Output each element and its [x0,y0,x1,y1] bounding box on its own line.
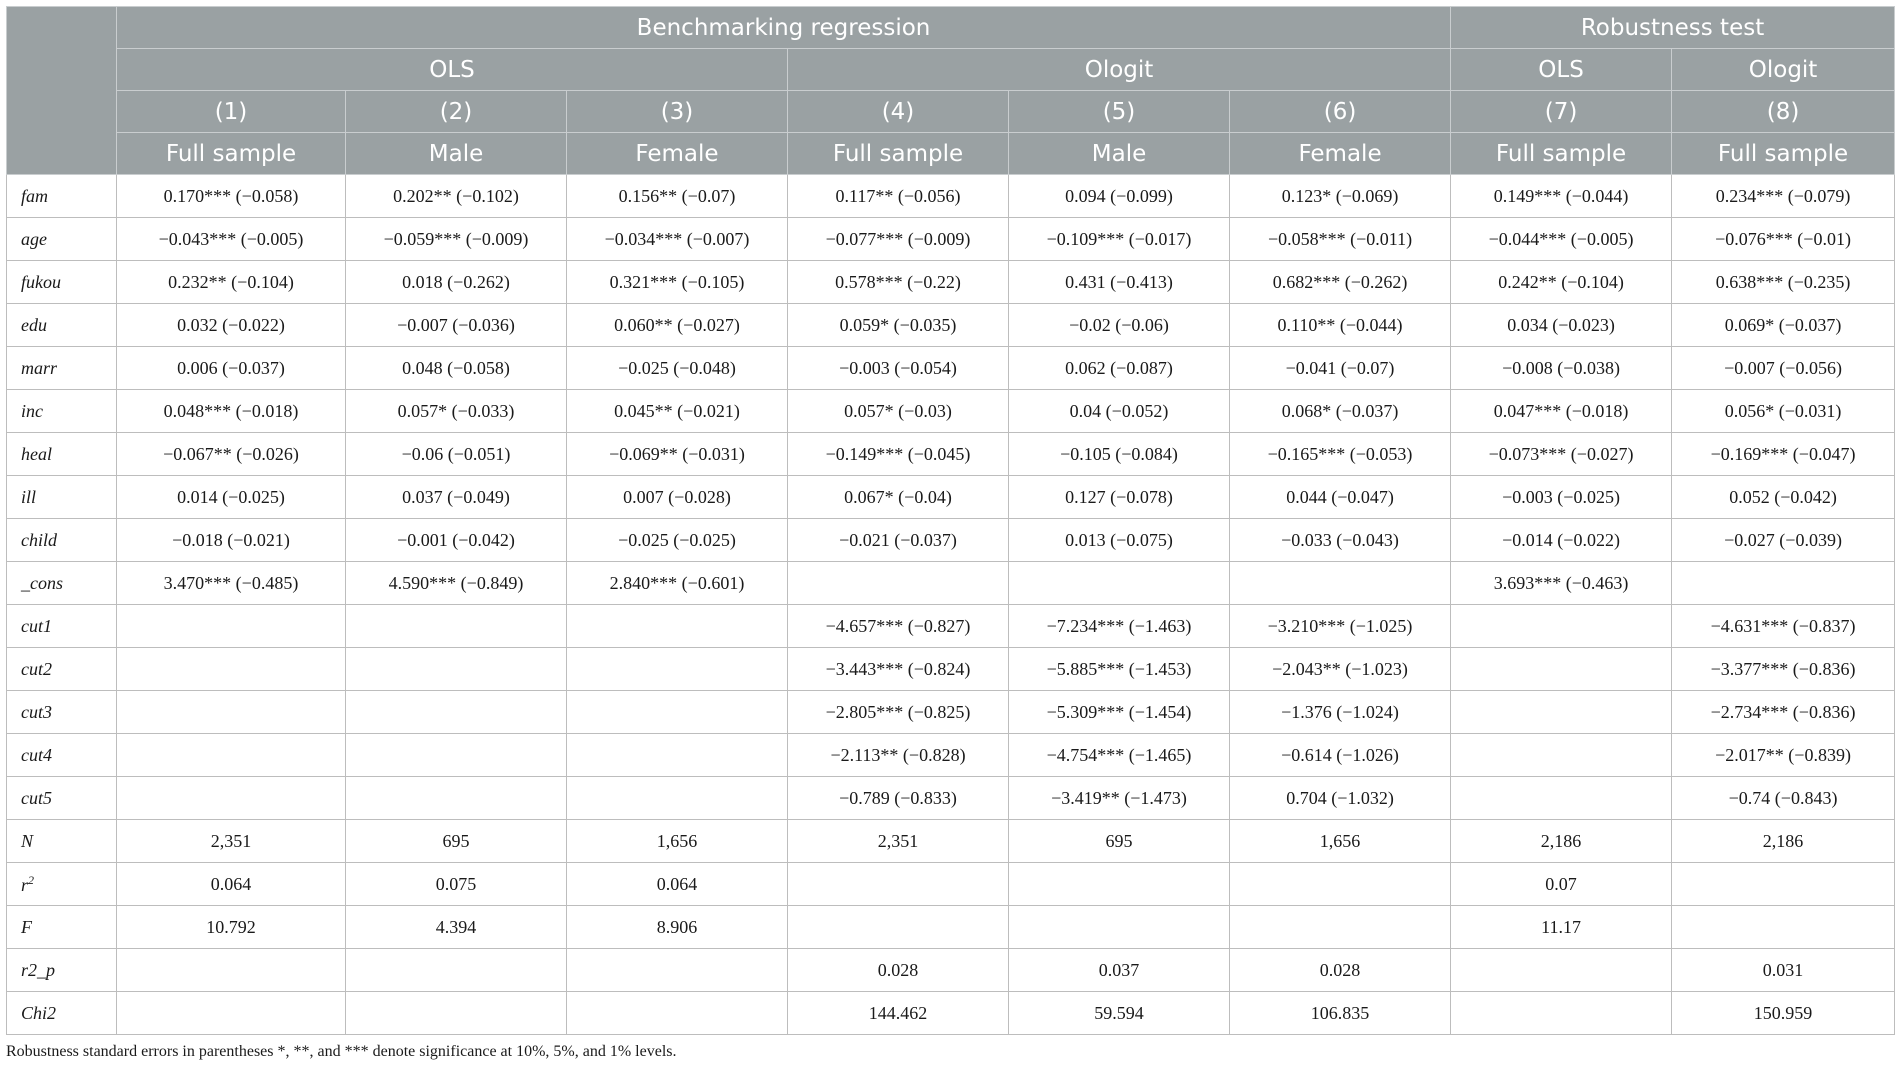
table-row [7,347,1895,390]
table-cell: −0.007 (−0.036) [346,304,567,347]
variable-name: Chi2 [21,1002,57,1023]
table-cell: 0.057* (−0.03) [788,390,1009,433]
table-cell: 2,186 [1672,820,1895,863]
table-cell: −4.631*** (−0.837) [1672,605,1895,648]
table-cell [1230,906,1451,949]
table-cell: −0.067** (−0.026) [117,433,346,476]
table-cell: 0.048*** (−0.018) [117,390,346,433]
header-col-number: (8) [1672,91,1895,133]
table-cell: 0.037 (−0.049) [346,476,567,519]
header-method-ologit: Ologit [788,49,1451,91]
row-variable-label [7,648,117,691]
table-cell [1672,906,1895,949]
variable-name: fukou [21,271,61,292]
row-variable-label [7,390,117,433]
table-cell: −0.021 (−0.037) [788,519,1009,562]
table-cell [346,734,567,777]
table-row [7,863,1895,906]
table-cell: 0.018 (−0.262) [346,261,567,304]
table-cell: 0.202** (−0.102) [346,175,567,218]
variable-name: age [21,228,47,249]
row-variable-label [7,949,117,992]
header-col-sample: Full sample [117,133,346,175]
table-cell: 1,656 [1230,820,1451,863]
row-variable-label [7,476,117,519]
table-row [7,390,1895,433]
table-cell [117,691,346,734]
table-row [7,433,1895,476]
table-cell: 4.590*** (−0.849) [346,562,567,605]
table-cell: −0.025 (−0.048) [567,347,788,390]
table-cell [117,648,346,691]
table-cell: 0.127 (−0.078) [1009,476,1230,519]
table-cell: 0.110** (−0.044) [1230,304,1451,347]
table-cell: −0.02 (−0.06) [1009,304,1230,347]
table-cell: 0.067* (−0.04) [788,476,1009,519]
row-variable-label [7,175,117,218]
row-variable-label [7,863,117,906]
table-cell: −2.805*** (−0.825) [788,691,1009,734]
table-row [7,691,1895,734]
table-row [7,820,1895,863]
table-header [7,7,1895,175]
table-cell: 695 [1009,820,1230,863]
table-cell: 150.959 [1672,992,1895,1035]
table-cell: 0.028 [1230,949,1451,992]
table-cell: 0.044 (−0.047) [1230,476,1451,519]
table-cell: 0.014 (−0.025) [117,476,346,519]
table-row [7,519,1895,562]
row-variable-label [7,433,117,476]
table-cell: 0.149*** (−0.044) [1451,175,1672,218]
table-cell: −0.058*** (−0.011) [1230,218,1451,261]
table-cell [567,992,788,1035]
table-cell [1672,562,1895,605]
table-row [7,218,1895,261]
table-cell: −0.008 (−0.038) [1451,347,1672,390]
table-cell: 2.840*** (−0.601) [567,562,788,605]
table-cell: −1.376 (−1.024) [1230,691,1451,734]
table-cell: 3.693*** (−0.463) [1451,562,1672,605]
header-method-ols: OLS [117,49,788,91]
header-row-samples [7,133,1895,175]
table-cell [1009,562,1230,605]
table-cell [1009,906,1230,949]
table-cell [567,734,788,777]
header-col-sample: Full sample [1672,133,1895,175]
table-cell: −0.169*** (−0.047) [1672,433,1895,476]
header-row-groups [7,7,1895,49]
variable-name: child [21,529,57,550]
row-variable-label [7,734,117,777]
variable-name: _cons [21,572,63,593]
table-cell: 0.028 [788,949,1009,992]
table-cell: 695 [346,820,567,863]
table-row [7,906,1895,949]
row-variable-label [7,519,117,562]
table-cell: 0.094 (−0.099) [1009,175,1230,218]
table-cell [117,734,346,777]
table-cell: −3.419** (−1.473) [1009,777,1230,820]
table-row [7,304,1895,347]
table-row [7,648,1895,691]
table-cell: 59.594 [1009,992,1230,1035]
table-cell: −2.017** (−0.839) [1672,734,1895,777]
table-cell [1451,648,1672,691]
table-cell [1451,949,1672,992]
header-col-number: (7) [1451,91,1672,133]
table-cell: 0.234*** (−0.079) [1672,175,1895,218]
table-cell [1451,605,1672,648]
table-cell [117,605,346,648]
table-cell: −7.234*** (−1.463) [1009,605,1230,648]
table-cell: −0.059*** (−0.009) [346,218,567,261]
table-cell: 0.069* (−0.037) [1672,304,1895,347]
row-variable-label [7,304,117,347]
row-variable-label [7,218,117,261]
table-cell: 2,351 [788,820,1009,863]
table-cell: 1,656 [567,820,788,863]
header-col-number: (4) [788,91,1009,133]
table-cell: 0.062 (−0.087) [1009,347,1230,390]
table-cell: 0.431 (−0.413) [1009,261,1230,304]
table-cell: 0.064 [117,863,346,906]
variable-name: cut5 [21,787,52,808]
table-cell: −0.74 (−0.843) [1672,777,1895,820]
header-col-number: (2) [346,91,567,133]
table-row [7,562,1895,605]
table-cell: −0.06 (−0.051) [346,433,567,476]
table-cell: −2.113** (−0.828) [788,734,1009,777]
table-cell: −3.443*** (−0.824) [788,648,1009,691]
table-cell [346,605,567,648]
table-cell [788,863,1009,906]
table-cell [1451,992,1672,1035]
table-cell: −0.069** (−0.031) [567,433,788,476]
table-cell [1009,863,1230,906]
table-cell: 4.394 [346,906,567,949]
table-cell: −0.044*** (−0.005) [1451,218,1672,261]
table-cell: 0.045** (−0.021) [567,390,788,433]
table-cell [1230,863,1451,906]
table-cell: −0.789 (−0.833) [788,777,1009,820]
header-row-methods [7,49,1895,91]
variable-name: r [21,874,29,895]
header-group-benchmark: Benchmarking regression [117,7,1451,49]
header-col-number: (1) [117,91,346,133]
header-col-sample: Female [1230,133,1451,175]
table-cell: 0.048 (−0.058) [346,347,567,390]
table-cell: −0.041 (−0.07) [1230,347,1451,390]
table-cell [117,992,346,1035]
table-cell: 0.047*** (−0.018) [1451,390,1672,433]
header-col-sample: Male [346,133,567,175]
table-cell: −0.077*** (−0.009) [788,218,1009,261]
table-cell [117,949,346,992]
row-variable-label [7,261,117,304]
table-cell: 0.064 [567,863,788,906]
header-corner [7,7,117,175]
table-cell: 0.682*** (−0.262) [1230,261,1451,304]
variable-name: cut3 [21,701,52,722]
table-cell [788,562,1009,605]
table-cell: 0.704 (−1.032) [1230,777,1451,820]
variable-name: cut2 [21,658,52,679]
table-cell [567,648,788,691]
row-variable-label [7,562,117,605]
variable-name: marr [21,357,58,378]
table-cell: −0.076*** (−0.01) [1672,218,1895,261]
row-variable-label [7,605,117,648]
table-row [7,992,1895,1035]
table-cell: 0.170*** (−0.058) [117,175,346,218]
row-variable-label [7,820,117,863]
header-col-number: (5) [1009,91,1230,133]
table-cell: 0.052 (−0.042) [1672,476,1895,519]
row-variable-label [7,691,117,734]
table-cell [346,691,567,734]
table-cell [117,777,346,820]
table-cell: −0.073*** (−0.027) [1451,433,1672,476]
table-cell: −0.003 (−0.025) [1451,476,1672,519]
variable-name: inc [21,400,43,421]
variable-name: cut1 [21,615,52,636]
table-cell: 2,351 [117,820,346,863]
table-cell: −5.885*** (−1.453) [1009,648,1230,691]
header-method-ols-robust: OLS [1451,49,1672,91]
table-cell [1451,734,1672,777]
table-cell: −3.210*** (−1.025) [1230,605,1451,648]
table-cell: 0.075 [346,863,567,906]
table-cell [567,777,788,820]
table-cell: 0.034 (−0.023) [1451,304,1672,347]
table-cell: −0.014 (−0.022) [1451,519,1672,562]
table-cell [567,691,788,734]
table-cell: 0.056* (−0.031) [1672,390,1895,433]
table-row [7,734,1895,777]
table-row [7,175,1895,218]
table-cell: 0.059* (−0.035) [788,304,1009,347]
table-cell: 0.638*** (−0.235) [1672,261,1895,304]
table-cell [567,605,788,648]
table-cell: 0.117** (−0.056) [788,175,1009,218]
table-cell [1451,777,1672,820]
table-cell: −0.033 (−0.043) [1230,519,1451,562]
header-col-sample: Full sample [1451,133,1672,175]
table-cell: −0.043*** (−0.005) [117,218,346,261]
table-cell: 0.068* (−0.037) [1230,390,1451,433]
variable-name: cut4 [21,744,52,765]
row-variable-label [7,347,117,390]
row-variable-label [7,777,117,820]
table-cell: 3.470*** (−0.485) [117,562,346,605]
variable-superscript: 2 [28,872,35,887]
table-cell: −0.165*** (−0.053) [1230,433,1451,476]
table-cell: 0.007 (−0.028) [567,476,788,519]
table-cell: −2.734*** (−0.836) [1672,691,1895,734]
table-cell: 0.031 [1672,949,1895,992]
table-cell: 2,186 [1451,820,1672,863]
table-cell: 0.232** (−0.104) [117,261,346,304]
table-cell [1230,562,1451,605]
table-cell: 10.792 [117,906,346,949]
regression-table-container [6,6,1894,1035]
variable-name: fam [21,185,48,206]
row-variable-label [7,992,117,1035]
header-col-sample: Male [1009,133,1230,175]
table-cell: 0.123* (−0.069) [1230,175,1451,218]
table-cell: 144.462 [788,992,1009,1035]
table-cell: 0.07 [1451,863,1672,906]
table-cell: −0.149*** (−0.045) [788,433,1009,476]
variable-name: ill [21,486,37,507]
table-cell: 106.835 [1230,992,1451,1035]
header-group-robust: Robustness test [1451,7,1895,49]
table-cell: −0.105 (−0.084) [1009,433,1230,476]
header-col-number: (6) [1230,91,1451,133]
table-cell: −0.109*** (−0.017) [1009,218,1230,261]
table-body [7,175,1895,1035]
table-cell [1672,863,1895,906]
table-cell: −4.657*** (−0.827) [788,605,1009,648]
table-cell [1451,691,1672,734]
table-cell: 0.006 (−0.037) [117,347,346,390]
table-cell [788,906,1009,949]
variable-name: r2_p [21,959,56,980]
table-cell: −5.309*** (−1.454) [1009,691,1230,734]
table-cell [346,648,567,691]
table-cell: 0.032 (−0.022) [117,304,346,347]
table-cell [346,949,567,992]
table-cell: 0.037 [1009,949,1230,992]
table-cell: 0.242** (−0.104) [1451,261,1672,304]
header-method-ologit-robust: Ologit [1672,49,1895,91]
regression-table [6,6,1895,1035]
variable-name: edu [21,314,47,335]
table-cell: −3.377*** (−0.836) [1672,648,1895,691]
table-cell: 0.04 (−0.052) [1009,390,1230,433]
table-cell: −0.614 (−1.026) [1230,734,1451,777]
table-cell: 0.060** (−0.027) [567,304,788,347]
variable-name: N [21,830,34,851]
table-cell: 0.013 (−0.075) [1009,519,1230,562]
table-cell: −0.018 (−0.021) [117,519,346,562]
table-row [7,261,1895,304]
table-row [7,476,1895,519]
table-row [7,777,1895,820]
header-col-sample: Full sample [788,133,1009,175]
table-cell: 0.156** (−0.07) [567,175,788,218]
table-cell: 0.057* (−0.033) [346,390,567,433]
table-row [7,605,1895,648]
table-cell: −0.007 (−0.056) [1672,347,1895,390]
header-col-number: (3) [567,91,788,133]
variable-name: F [21,916,32,937]
table-cell: 11.17 [1451,906,1672,949]
table-cell: 0.321*** (−0.105) [567,261,788,304]
table-cell: −0.025 (−0.025) [567,519,788,562]
table-cell: −4.754*** (−1.465) [1009,734,1230,777]
table-cell: 0.578*** (−0.22) [788,261,1009,304]
table-cell [567,949,788,992]
table-cell [346,992,567,1035]
row-variable-label [7,906,117,949]
table-cell: −2.043** (−1.023) [1230,648,1451,691]
table-row [7,949,1895,992]
table-cell: −0.027 (−0.039) [1672,519,1895,562]
table-footnote: Robustness standard errors in parentheses *, **, and *** denote significance at 10%, 5%, and 1% levels. [6,1043,677,1060]
table-cell [346,777,567,820]
table-cell: −0.001 (−0.042) [346,519,567,562]
table-cell: −0.034*** (−0.007) [567,218,788,261]
table-cell: −0.003 (−0.054) [788,347,1009,390]
header-row-numbers [7,91,1895,133]
variable-name: heal [21,443,52,464]
table-cell: 8.906 [567,906,788,949]
header-col-sample: Female [567,133,788,175]
